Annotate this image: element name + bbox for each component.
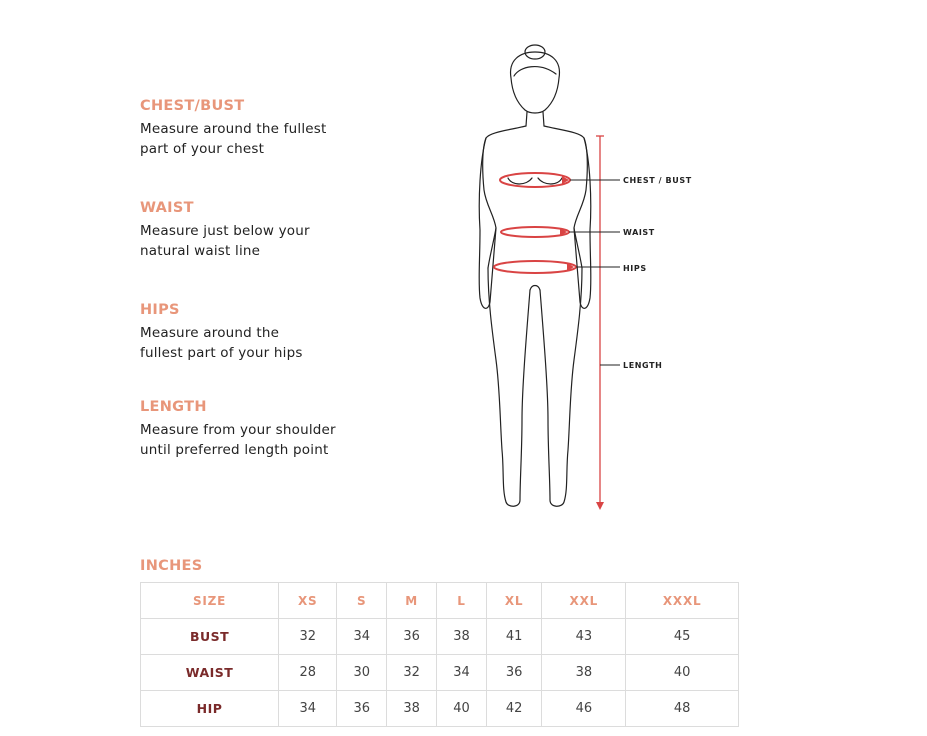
table-cell: 34 [437, 655, 487, 691]
guide-length-title: LENGTH [140, 399, 207, 415]
row-label-bust: BUST [141, 619, 279, 655]
table-cell: 48 [626, 691, 739, 727]
table-row-waist [141, 655, 739, 691]
table-row-bust [141, 619, 739, 655]
label-chest: CHEST / BUST [623, 176, 692, 185]
neck-left [526, 112, 527, 126]
bust-line [508, 178, 562, 184]
table-cell: 38 [437, 619, 487, 655]
torso-right [544, 126, 587, 268]
table-header-row [141, 583, 739, 619]
leg-right-outer [540, 268, 582, 506]
row-label-waist: WAIST [141, 655, 279, 691]
guide-hips-title: HIPS [140, 302, 180, 318]
table-cell: 43 [542, 619, 626, 655]
hips-tape [494, 261, 576, 273]
table-cell: 38 [387, 691, 437, 727]
table-cell: 38 [542, 655, 626, 691]
head-outline [511, 52, 560, 113]
hair-parting [514, 67, 556, 76]
header-size: SIZE [141, 583, 279, 619]
units-heading: INCHES [140, 558, 203, 574]
header-l: L [437, 583, 487, 619]
table-cell: 41 [486, 619, 541, 655]
guide-hips [140, 301, 380, 363]
table-cell: 40 [437, 691, 487, 727]
table-cell: 32 [387, 655, 437, 691]
torso-left [483, 126, 526, 268]
table-cell: 34 [337, 619, 387, 655]
neck-right [543, 112, 544, 126]
length-arrow-head [596, 502, 604, 510]
table-cell: 32 [279, 619, 337, 655]
table-cell: 36 [387, 619, 437, 655]
arm-right [574, 138, 591, 308]
table-cell: 45 [626, 619, 739, 655]
header-xs: XS [279, 583, 337, 619]
table-cell: 28 [279, 655, 337, 691]
table-cell: 36 [337, 691, 387, 727]
guide-length [140, 398, 380, 460]
leg-left-outer [488, 268, 530, 506]
table-cell: 36 [486, 655, 541, 691]
header-m: M [387, 583, 437, 619]
table-cell: 42 [486, 691, 541, 727]
table-cell: 30 [337, 655, 387, 691]
guide-chest [140, 97, 380, 159]
chest-tape [500, 173, 570, 187]
header-xxxl: XXXL [626, 583, 739, 619]
row-label-hip: HIP [141, 691, 279, 727]
label-hips: HIPS [623, 264, 647, 273]
size-chart-table [140, 582, 739, 727]
guide-waist-text: Measure just below your natural waist line [140, 223, 310, 259]
guide-waist-title: WAIST [140, 200, 194, 216]
leg-gap [530, 286, 540, 291]
guide-length-text: Measure from your shoulder until preferred length point [140, 422, 336, 458]
table-row-hip [141, 691, 739, 727]
guide-waist [140, 199, 380, 261]
header-xxl: XXL [542, 583, 626, 619]
header-xl: XL [486, 583, 541, 619]
table-cell: 46 [542, 691, 626, 727]
header-s: S [337, 583, 387, 619]
guide-chest-text: Measure around the fullest part of your chest [140, 121, 327, 157]
guide-hips-text: Measure around the fullest part of your hips [140, 325, 303, 361]
arm-left [479, 138, 496, 308]
label-length: LENGTH [623, 361, 663, 370]
label-waist: WAIST [623, 228, 655, 237]
waist-tape [501, 227, 569, 237]
body-measurement-figure [450, 40, 710, 520]
table-cell: 34 [279, 691, 337, 727]
guide-chest-title: CHEST/BUST [140, 98, 245, 114]
table-cell: 40 [626, 655, 739, 691]
